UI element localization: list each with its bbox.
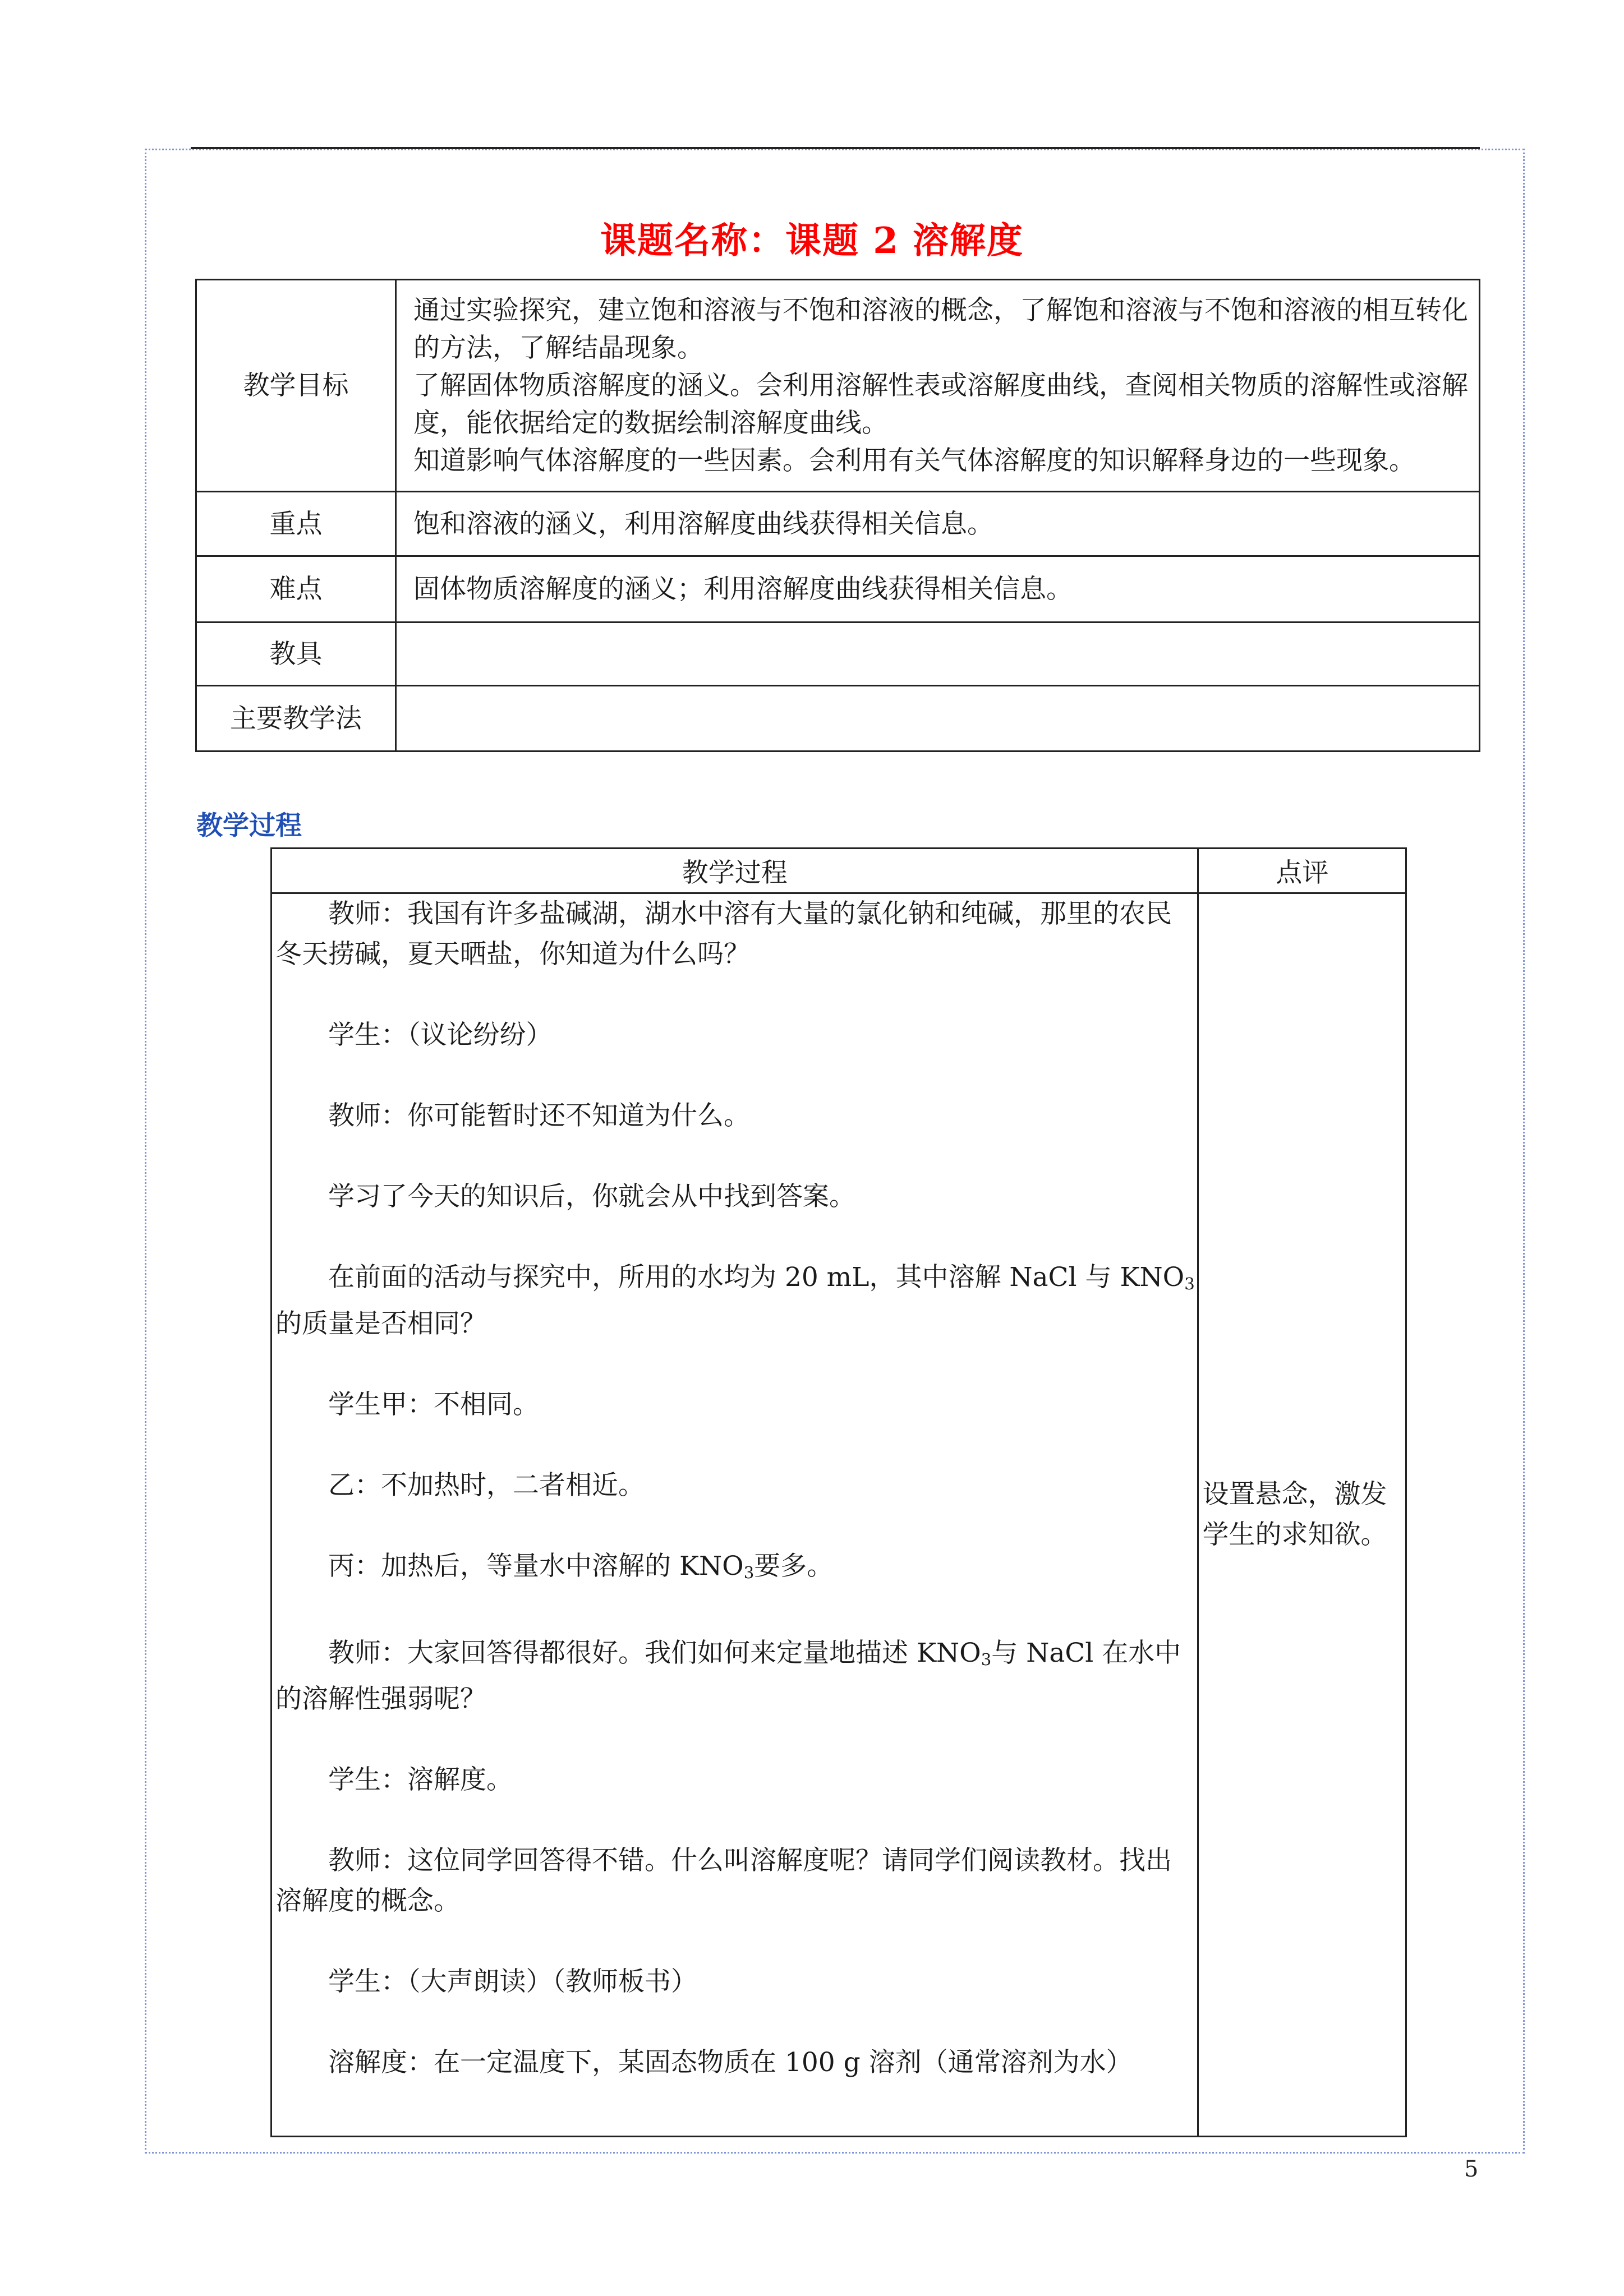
dialogue-line: 学生甲：不相同。 — [328, 1389, 539, 1420]
dialogue-line: 乙：不加热时，二者相近。 — [328, 1469, 645, 1501]
dialogue-line: 学生：（议论纷纷） — [328, 1020, 553, 1050]
dialogue-line: 教师：大家回答得都很好。我们如何来定量地描述 $KNO_3$与 NaCl 在水中的溶解性强弱呢？ — [275, 1637, 1181, 1715]
dialogue-line: 溶解度：在一定温度下，某固态物质在 100 g 溶剂（通常溶剂为水） — [328, 2047, 1133, 2078]
method-row — [196, 686, 1480, 751]
dialogue-line: 教师：这位同学回答得不错。什么叫溶解度呢？请同学们阅读教材。找出溶解度的概念。 — [275, 1845, 1172, 1917]
process-column-header: 教学过程 — [272, 849, 1198, 893]
comment-cell: 设置悬念，激发学生的求知欲。 — [1198, 893, 1406, 2137]
objectives-row — [196, 280, 1480, 492]
key-point-value: 饱和溶液的涵义，利用溶解度曲线获得相关信息。 — [396, 492, 1480, 556]
section-label: 教学过程 — [196, 810, 302, 841]
objectives-cell — [396, 280, 1480, 492]
lesson-title: 课题名称：课题 2 溶解度 — [600, 220, 1024, 262]
key-point-label: 重点 — [196, 492, 396, 556]
objectives-label: 教学目标 — [196, 280, 396, 492]
process-header-row — [272, 849, 1406, 893]
comment-column-header: 点评 — [1198, 849, 1406, 893]
objective-item: 了解固体物质溶解度的涵义。会利用溶解性表或溶解度曲线，查阅相关物质的溶解性或溶解度，能依据给定的数据绘制溶解度曲线。 — [413, 370, 1468, 439]
objective-item: 通过实验探究，建立饱和溶液与不饱和溶液的概念，了解饱和溶液与不饱和溶液的相互转化的方法，了解结晶现象。 — [413, 295, 1468, 363]
page-number: 5 — [1464, 2156, 1479, 2182]
process-body-row — [272, 893, 1406, 2137]
difficulty-value: 固体物质溶解度的涵义；利用溶解度曲线获得相关信息。 — [396, 556, 1480, 623]
tools-row — [196, 623, 1480, 686]
tools-label: 教具 — [196, 623, 396, 686]
dialogue-line: 在前面的活动与探究中，所用的水均为 20 mL，其中溶解 NaCl 与 $KNO_3$ — [328, 1262, 1195, 1293]
tools-value — [396, 623, 1480, 686]
lesson-info-table — [195, 279, 1480, 752]
dialogue-line: 的质量是否相同？ — [275, 1308, 486, 1339]
process-content — [272, 893, 1198, 2137]
header-rule — [191, 147, 1480, 149]
difficulty-row — [196, 556, 1480, 623]
dialogue-line: 学生：（大声朗读）（教师板书） — [328, 1966, 697, 1998]
process-table — [270, 847, 1407, 2137]
objective-item: 知道影响气体溶解度的一些因素。会利用有关气体溶解度的知识解释身边的一些现象。 — [413, 445, 1415, 476]
dialogue-line: 丙：加热后，等量水中溶解的 $KNO_3$要多。 — [328, 1550, 834, 1582]
dialogue-line: 教师：你可能暂时还不知道为什么。 — [328, 1100, 750, 1131]
method-value — [396, 686, 1480, 751]
dialogue-line: 教师：我国有许多盐碱湖，湖水中溶有大量的氯化钠和纯碱，那里的农民冬天捞碱，夏天晒盐，你知道为什么吗？ — [275, 898, 1172, 970]
dialogue-line: 学生：溶解度。 — [328, 1764, 513, 1796]
method-label: 主要教学法 — [196, 686, 396, 751]
difficulty-label: 难点 — [196, 556, 396, 623]
key-point-row — [196, 492, 1480, 556]
dialogue-line: 学习了今天的知识后，你就会从中找到答案。 — [328, 1181, 855, 1212]
